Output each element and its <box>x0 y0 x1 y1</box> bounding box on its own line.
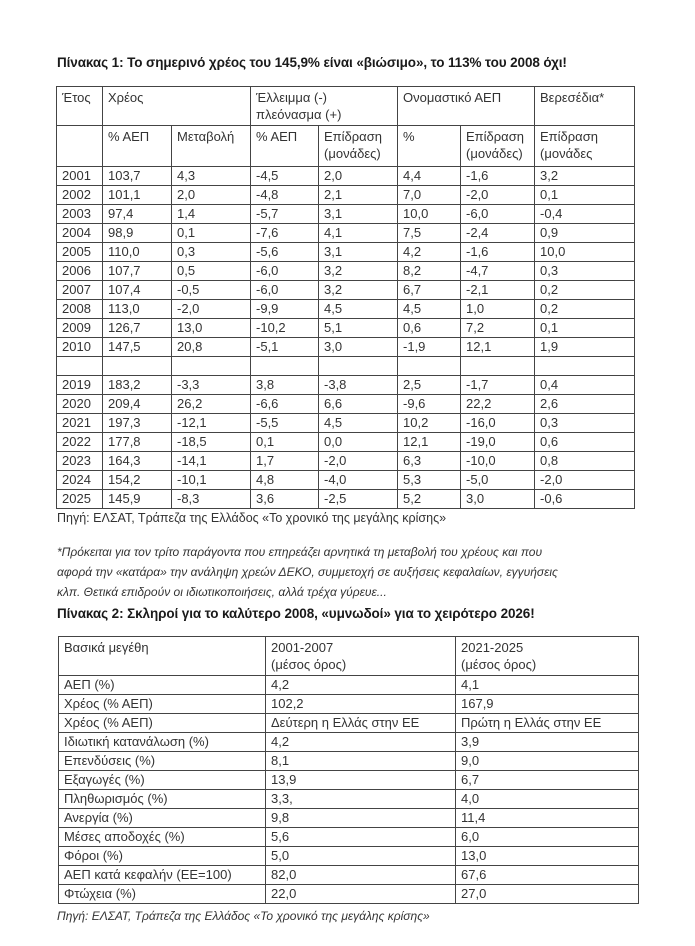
cell-gdp-pct: 7,5 <box>398 224 461 243</box>
cell-gdp-pct: 0,6 <box>398 319 461 338</box>
cell-deficit-gdp: -5,5 <box>251 414 319 433</box>
cell-year: 2007 <box>57 281 103 300</box>
table2-title: Πίνακας 2: Σκληροί για το καλύτερο 2008, «υμνωδοί» για το χειρότερο 2026! <box>57 606 535 621</box>
cell-year: 2001 <box>57 167 103 186</box>
table-row <box>57 338 635 357</box>
cell-debt-gdp: 147,5 <box>103 338 172 357</box>
cell-p1: 8,1 <box>266 752 456 771</box>
cell-credit-effect: 0,2 <box>535 300 635 319</box>
cell-debt-change: 0,3 <box>172 243 251 262</box>
cell-debt-change: -8,3 <box>172 490 251 509</box>
header-debt: Χρέος <box>103 87 251 126</box>
cell-p2: 167,9 <box>456 695 639 714</box>
cell-debt-gdp: 183,2 <box>103 376 172 395</box>
cell-deficit-gdp: -10,2 <box>251 319 319 338</box>
table-row <box>57 395 635 414</box>
table-row <box>59 752 639 771</box>
table-row <box>59 866 639 885</box>
cell-p2: 4,1 <box>456 676 639 695</box>
cell-debt-change: 0,5 <box>172 262 251 281</box>
cell-p2: 4,0 <box>456 790 639 809</box>
cell-year: 2006 <box>57 262 103 281</box>
cell-metric: ΑΕΠ κατά κεφαλήν (ΕΕ=100) <box>59 866 266 885</box>
cell-deficit-effect: -2,0 <box>319 452 398 471</box>
cell-gdp-effect: -19,0 <box>461 433 535 452</box>
subheader-credit-effect: Επίδραση (μονάδες <box>535 126 635 167</box>
cell-credit-effect: 2,6 <box>535 395 635 414</box>
cell-metric: Ανεργία (%) <box>59 809 266 828</box>
cell-debt-gdp: 145,9 <box>103 490 172 509</box>
cell-metric: Εξαγωγές (%) <box>59 771 266 790</box>
table-row <box>57 376 635 395</box>
table-row <box>59 847 639 866</box>
cell-debt-change: 1,4 <box>172 205 251 224</box>
cell-p2: 11,4 <box>456 809 639 828</box>
cell-deficit-gdp: -5,1 <box>251 338 319 357</box>
cell-debt-gdp: 110,0 <box>103 243 172 262</box>
cell-gdp-effect: -10,0 <box>461 452 535 471</box>
cell-deficit-gdp: -6,0 <box>251 262 319 281</box>
cell-gdp-effect: -6,0 <box>461 205 535 224</box>
table-row <box>57 300 635 319</box>
cell-debt-change: 20,8 <box>172 338 251 357</box>
cell-metric: Μέσες αποδοχές (%) <box>59 828 266 847</box>
cell-credit-effect: 0,2 <box>535 281 635 300</box>
cell-year: 2019 <box>57 376 103 395</box>
cell-p1: 13,9 <box>266 771 456 790</box>
cell-gdp-effect: 12,1 <box>461 338 535 357</box>
cell-metric: Επενδύσεις (%) <box>59 752 266 771</box>
table-row <box>59 714 639 733</box>
cell-credit-effect: 3,2 <box>535 167 635 186</box>
cell-gdp-pct: 5,3 <box>398 471 461 490</box>
cell-debt-gdp: 197,3 <box>103 414 172 433</box>
table-row <box>57 319 635 338</box>
table-row <box>57 167 635 186</box>
table-row <box>57 433 635 452</box>
cell-deficit-effect: 4,1 <box>319 224 398 243</box>
cell-gdp-effect: -4,7 <box>461 262 535 281</box>
cell-year: 2023 <box>57 452 103 471</box>
cell-credit-effect: -2,0 <box>535 471 635 490</box>
cell-deficit-gdp: 4,8 <box>251 471 319 490</box>
cell-credit-effect: -0,4 <box>535 205 635 224</box>
cell-gdp-effect: -2,1 <box>461 281 535 300</box>
cell-debt-gdp: 126,7 <box>103 319 172 338</box>
cell-year: 2021 <box>57 414 103 433</box>
cell-p2: 6,7 <box>456 771 639 790</box>
cell-debt-change: 2,0 <box>172 186 251 205</box>
cell-debt-gdp: 113,0 <box>103 300 172 319</box>
table-row <box>57 414 635 433</box>
cell-debt-gdp: 98,9 <box>103 224 172 243</box>
cell-debt-change: -14,1 <box>172 452 251 471</box>
cell-deficit-effect: -4,0 <box>319 471 398 490</box>
cell-gdp-pct: 10,2 <box>398 414 461 433</box>
table-row <box>57 281 635 300</box>
table-row <box>57 452 635 471</box>
table-row <box>59 790 639 809</box>
cell-year: 2003 <box>57 205 103 224</box>
cell-deficit-gdp: -4,8 <box>251 186 319 205</box>
header-period1-sub: (μέσος όρος) <box>271 657 347 672</box>
cell-p1: 5,6 <box>266 828 456 847</box>
cell-gdp-pct: 12,1 <box>398 433 461 452</box>
cell-gdp-pct: 2,5 <box>398 376 461 395</box>
cell-deficit-gdp: 3,6 <box>251 490 319 509</box>
cell-p1: 102,2 <box>266 695 456 714</box>
cell-debt-change: -12,1 <box>172 414 251 433</box>
cell-credit-effect: 0,9 <box>535 224 635 243</box>
footnote-line: κλπ. Θετικά επιδρούν οι ιδιωτικοποιήσεις, αλλά τρέχα γύρευε... <box>57 585 387 599</box>
cell-gdp-effect: -1,6 <box>461 243 535 262</box>
cell-gdp-effect: -16,0 <box>461 414 535 433</box>
cell-deficit-gdp: -6,6 <box>251 395 319 414</box>
cell-debt-change: -0,5 <box>172 281 251 300</box>
cell-gdp-effect: -2,0 <box>461 186 535 205</box>
cell-deficit-gdp: 3,8 <box>251 376 319 395</box>
cell-deficit-effect: 2,0 <box>319 167 398 186</box>
table2-source: Πηγή: ΕΛΣΑΤ, Τράπεζα της Ελλάδος «Το χρονικό της μεγάλης κρίσης» <box>57 909 430 923</box>
cell-gdp-pct: -9,6 <box>398 395 461 414</box>
cell-year: 2005 <box>57 243 103 262</box>
cell-p2: 67,6 <box>456 866 639 885</box>
cell-gdp-pct: 4,5 <box>398 300 461 319</box>
cell-metric: Χρέος (% ΑΕΠ) <box>59 714 266 733</box>
cell-deficit-effect: 0,0 <box>319 433 398 452</box>
cell-gdp-pct: 10,0 <box>398 205 461 224</box>
cell-deficit-effect: 3,1 <box>319 243 398 262</box>
subheader-gdp-pct: % <box>398 126 461 167</box>
cell-credit-effect: 0,1 <box>535 186 635 205</box>
cell-p2: 3,9 <box>456 733 639 752</box>
cell-year: 2022 <box>57 433 103 452</box>
cell-debt-gdp: 209,4 <box>103 395 172 414</box>
table1-source: Πηγή: ΕΛΣΑΤ, Τράπεζα της Ελλάδος «Το χρονικό της μεγάλης κρίσης» <box>57 511 447 525</box>
table-row <box>57 262 635 281</box>
cell-debt-change <box>172 357 251 376</box>
header-credit: Βερεσέδια* <box>535 87 635 126</box>
cell-gdp-effect <box>461 357 535 376</box>
table-row <box>59 676 639 695</box>
cell-deficit-gdp <box>251 357 319 376</box>
cell-gdp-pct: 4,2 <box>398 243 461 262</box>
cell-p1: 4,2 <box>266 676 456 695</box>
cell-credit-effect: 0,3 <box>535 262 635 281</box>
cell-p2: Πρώτη η Ελλάς στην ΕΕ <box>456 714 639 733</box>
cell-credit-effect: 0,8 <box>535 452 635 471</box>
cell-debt-change: -10,1 <box>172 471 251 490</box>
cell-credit-effect: 0,4 <box>535 376 635 395</box>
cell-gdp-effect: -1,7 <box>461 376 535 395</box>
cell-debt-change: -3,3 <box>172 376 251 395</box>
table-row <box>59 771 639 790</box>
table-row <box>57 243 635 262</box>
cell-gdp-pct <box>398 357 461 376</box>
cell-debt-gdp: 101,1 <box>103 186 172 205</box>
cell-gdp-pct: 8,2 <box>398 262 461 281</box>
header-row <box>59 637 639 676</box>
cell-p1: 3,3, <box>266 790 456 809</box>
cell-gdp-pct: 6,3 <box>398 452 461 471</box>
cell-deficit-gdp: 0,1 <box>251 433 319 452</box>
cell-deficit-effect: 4,5 <box>319 414 398 433</box>
table-row <box>59 695 639 714</box>
cell-p1: 82,0 <box>266 866 456 885</box>
cell-metric: Φόροι (%) <box>59 847 266 866</box>
header-period2-sub: (μέσος όρος) <box>461 657 537 672</box>
cell-year <box>57 357 103 376</box>
footnote-line: *Πρόκειται για τον τρίτο παράγοντα που επηρεάζει αρνητικά τη μεταβολή του χρέους και που <box>57 545 543 559</box>
table-row <box>57 224 635 243</box>
cell-gdp-effect: -5,0 <box>461 471 535 490</box>
header-year: Έτος <box>57 87 103 126</box>
cell-deficit-gdp: 1,7 <box>251 452 319 471</box>
table-row <box>57 490 635 509</box>
footnote <box>57 542 647 602</box>
cell-p1: 22,0 <box>266 885 456 904</box>
header-deficit: Έλλειμμα (-) πλεόνασμα (+) <box>251 87 398 126</box>
cell-year: 2020 <box>57 395 103 414</box>
cell-debt-gdp: 107,4 <box>103 281 172 300</box>
cell-gdp-pct: -1,9 <box>398 338 461 357</box>
cell-deficit-gdp: -5,7 <box>251 205 319 224</box>
cell-deficit-gdp: -6,0 <box>251 281 319 300</box>
cell-year: 2009 <box>57 319 103 338</box>
cell-gdp-pct: 6,7 <box>398 281 461 300</box>
cell-gdp-effect: 7,2 <box>461 319 535 338</box>
cell-year: 2010 <box>57 338 103 357</box>
header-metric: Βασικά μεγέθη <box>59 637 266 676</box>
cell-gdp-pct: 7,0 <box>398 186 461 205</box>
cell-p2: 27,0 <box>456 885 639 904</box>
cell-credit-effect: -0,6 <box>535 490 635 509</box>
cell-deficit-gdp: -5,6 <box>251 243 319 262</box>
cell-metric: Χρέος (% ΑΕΠ) <box>59 695 266 714</box>
cell-deficit-gdp: -9,9 <box>251 300 319 319</box>
debt-table <box>56 86 635 509</box>
subheader-deficit-gdp: % ΑΕΠ <box>251 126 319 167</box>
cell-p1: Δεύτερη η Ελλάς στην ΕΕ <box>266 714 456 733</box>
table-row <box>59 828 639 847</box>
cell-gdp-effect: -1,6 <box>461 167 535 186</box>
cell-deficit-effect: 5,1 <box>319 319 398 338</box>
cell-p1: 4,2 <box>266 733 456 752</box>
cell-debt-change: -18,5 <box>172 433 251 452</box>
cell-debt-change: -2,0 <box>172 300 251 319</box>
subheader-gdp-effect: Επίδραση (μονάδες) <box>461 126 535 167</box>
cell-debt-change: 0,1 <box>172 224 251 243</box>
comparison-table <box>58 636 639 904</box>
cell-gdp-effect: 1,0 <box>461 300 535 319</box>
cell-p2: 9,0 <box>456 752 639 771</box>
cell-debt-gdp <box>103 357 172 376</box>
cell-p1: 5,0 <box>266 847 456 866</box>
header-period1-range: 2001-2007 <box>271 640 334 655</box>
footnote-line: αφορά την «κατάρα» την ανάληψη χρεών ΔΕΚΟ, συμμετοχή σε αυξήσεις κεφαλαίων, εγγυήσεις <box>57 565 558 579</box>
cell-debt-change: 26,2 <box>172 395 251 414</box>
header-period1 <box>266 637 456 676</box>
table-row <box>59 733 639 752</box>
cell-gdp-pct: 5,2 <box>398 490 461 509</box>
cell-debt-gdp: 154,2 <box>103 471 172 490</box>
header-period2 <box>456 637 639 676</box>
cell-gdp-pct: 4,4 <box>398 167 461 186</box>
cell-p2: 6,0 <box>456 828 639 847</box>
subheader-debt-gdp: % ΑΕΠ <box>103 126 172 167</box>
cell-year: 2004 <box>57 224 103 243</box>
cell-debt-change: 13,0 <box>172 319 251 338</box>
cell-deficit-effect: 3,2 <box>319 281 398 300</box>
header-row-groups <box>57 87 635 126</box>
cell-metric: Ιδιωτική κατανάλωση (%) <box>59 733 266 752</box>
cell-year: 2002 <box>57 186 103 205</box>
separator-row <box>57 357 635 376</box>
cell-p1: 9,8 <box>266 809 456 828</box>
cell-metric: Φτώχεια (%) <box>59 885 266 904</box>
cell-deficit-gdp: -4,5 <box>251 167 319 186</box>
cell-deficit-effect: 3,0 <box>319 338 398 357</box>
cell-deficit-effect: 6,6 <box>319 395 398 414</box>
cell-year: 2024 <box>57 471 103 490</box>
cell-deficit-gdp: -7,6 <box>251 224 319 243</box>
header-period2-range: 2021-2025 <box>461 640 524 655</box>
cell-metric: Πληθωρισμός (%) <box>59 790 266 809</box>
subheader-deficit-effect: Επίδραση (μονάδες) <box>319 126 398 167</box>
cell-debt-change: 4,3 <box>172 167 251 186</box>
table-row <box>57 186 635 205</box>
cell-debt-gdp: 103,7 <box>103 167 172 186</box>
cell-credit-effect <box>535 357 635 376</box>
cell-metric: ΑΕΠ (%) <box>59 676 266 695</box>
cell-debt-gdp: 164,3 <box>103 452 172 471</box>
cell-deficit-effect: 3,2 <box>319 262 398 281</box>
cell-deficit-effect: 2,1 <box>319 186 398 205</box>
table-row <box>57 205 635 224</box>
cell-credit-effect: 10,0 <box>535 243 635 262</box>
cell-deficit-effect: -3,8 <box>319 376 398 395</box>
table-row <box>57 471 635 490</box>
cell-debt-gdp: 97,4 <box>103 205 172 224</box>
cell-credit-effect: 0,1 <box>535 319 635 338</box>
header-row-sub <box>57 126 635 167</box>
cell-gdp-effect: 22,2 <box>461 395 535 414</box>
cell-debt-gdp: 107,7 <box>103 262 172 281</box>
table-row <box>59 809 639 828</box>
cell-gdp-effect: -2,4 <box>461 224 535 243</box>
cell-year: 2008 <box>57 300 103 319</box>
header-empty <box>57 126 103 167</box>
cell-credit-effect: 0,6 <box>535 433 635 452</box>
cell-deficit-effect: 3,1 <box>319 205 398 224</box>
cell-year: 2025 <box>57 490 103 509</box>
subheader-debt-change: Μεταβολή <box>172 126 251 167</box>
cell-deficit-effect: 4,5 <box>319 300 398 319</box>
header-nominal-gdp: Ονομαστικό ΑΕΠ <box>398 87 535 126</box>
table1-title: Πίνακας 1: Το σημερινό χρέος του 145,9% είναι «βιώσιμο», το 113% του 2008 όχι! <box>57 55 567 70</box>
cell-deficit-effect <box>319 357 398 376</box>
cell-credit-effect: 1,9 <box>535 338 635 357</box>
table-row <box>59 885 639 904</box>
cell-debt-gdp: 177,8 <box>103 433 172 452</box>
cell-p2: 13,0 <box>456 847 639 866</box>
cell-deficit-effect: -2,5 <box>319 490 398 509</box>
cell-gdp-effect: 3,0 <box>461 490 535 509</box>
cell-credit-effect: 0,3 <box>535 414 635 433</box>
